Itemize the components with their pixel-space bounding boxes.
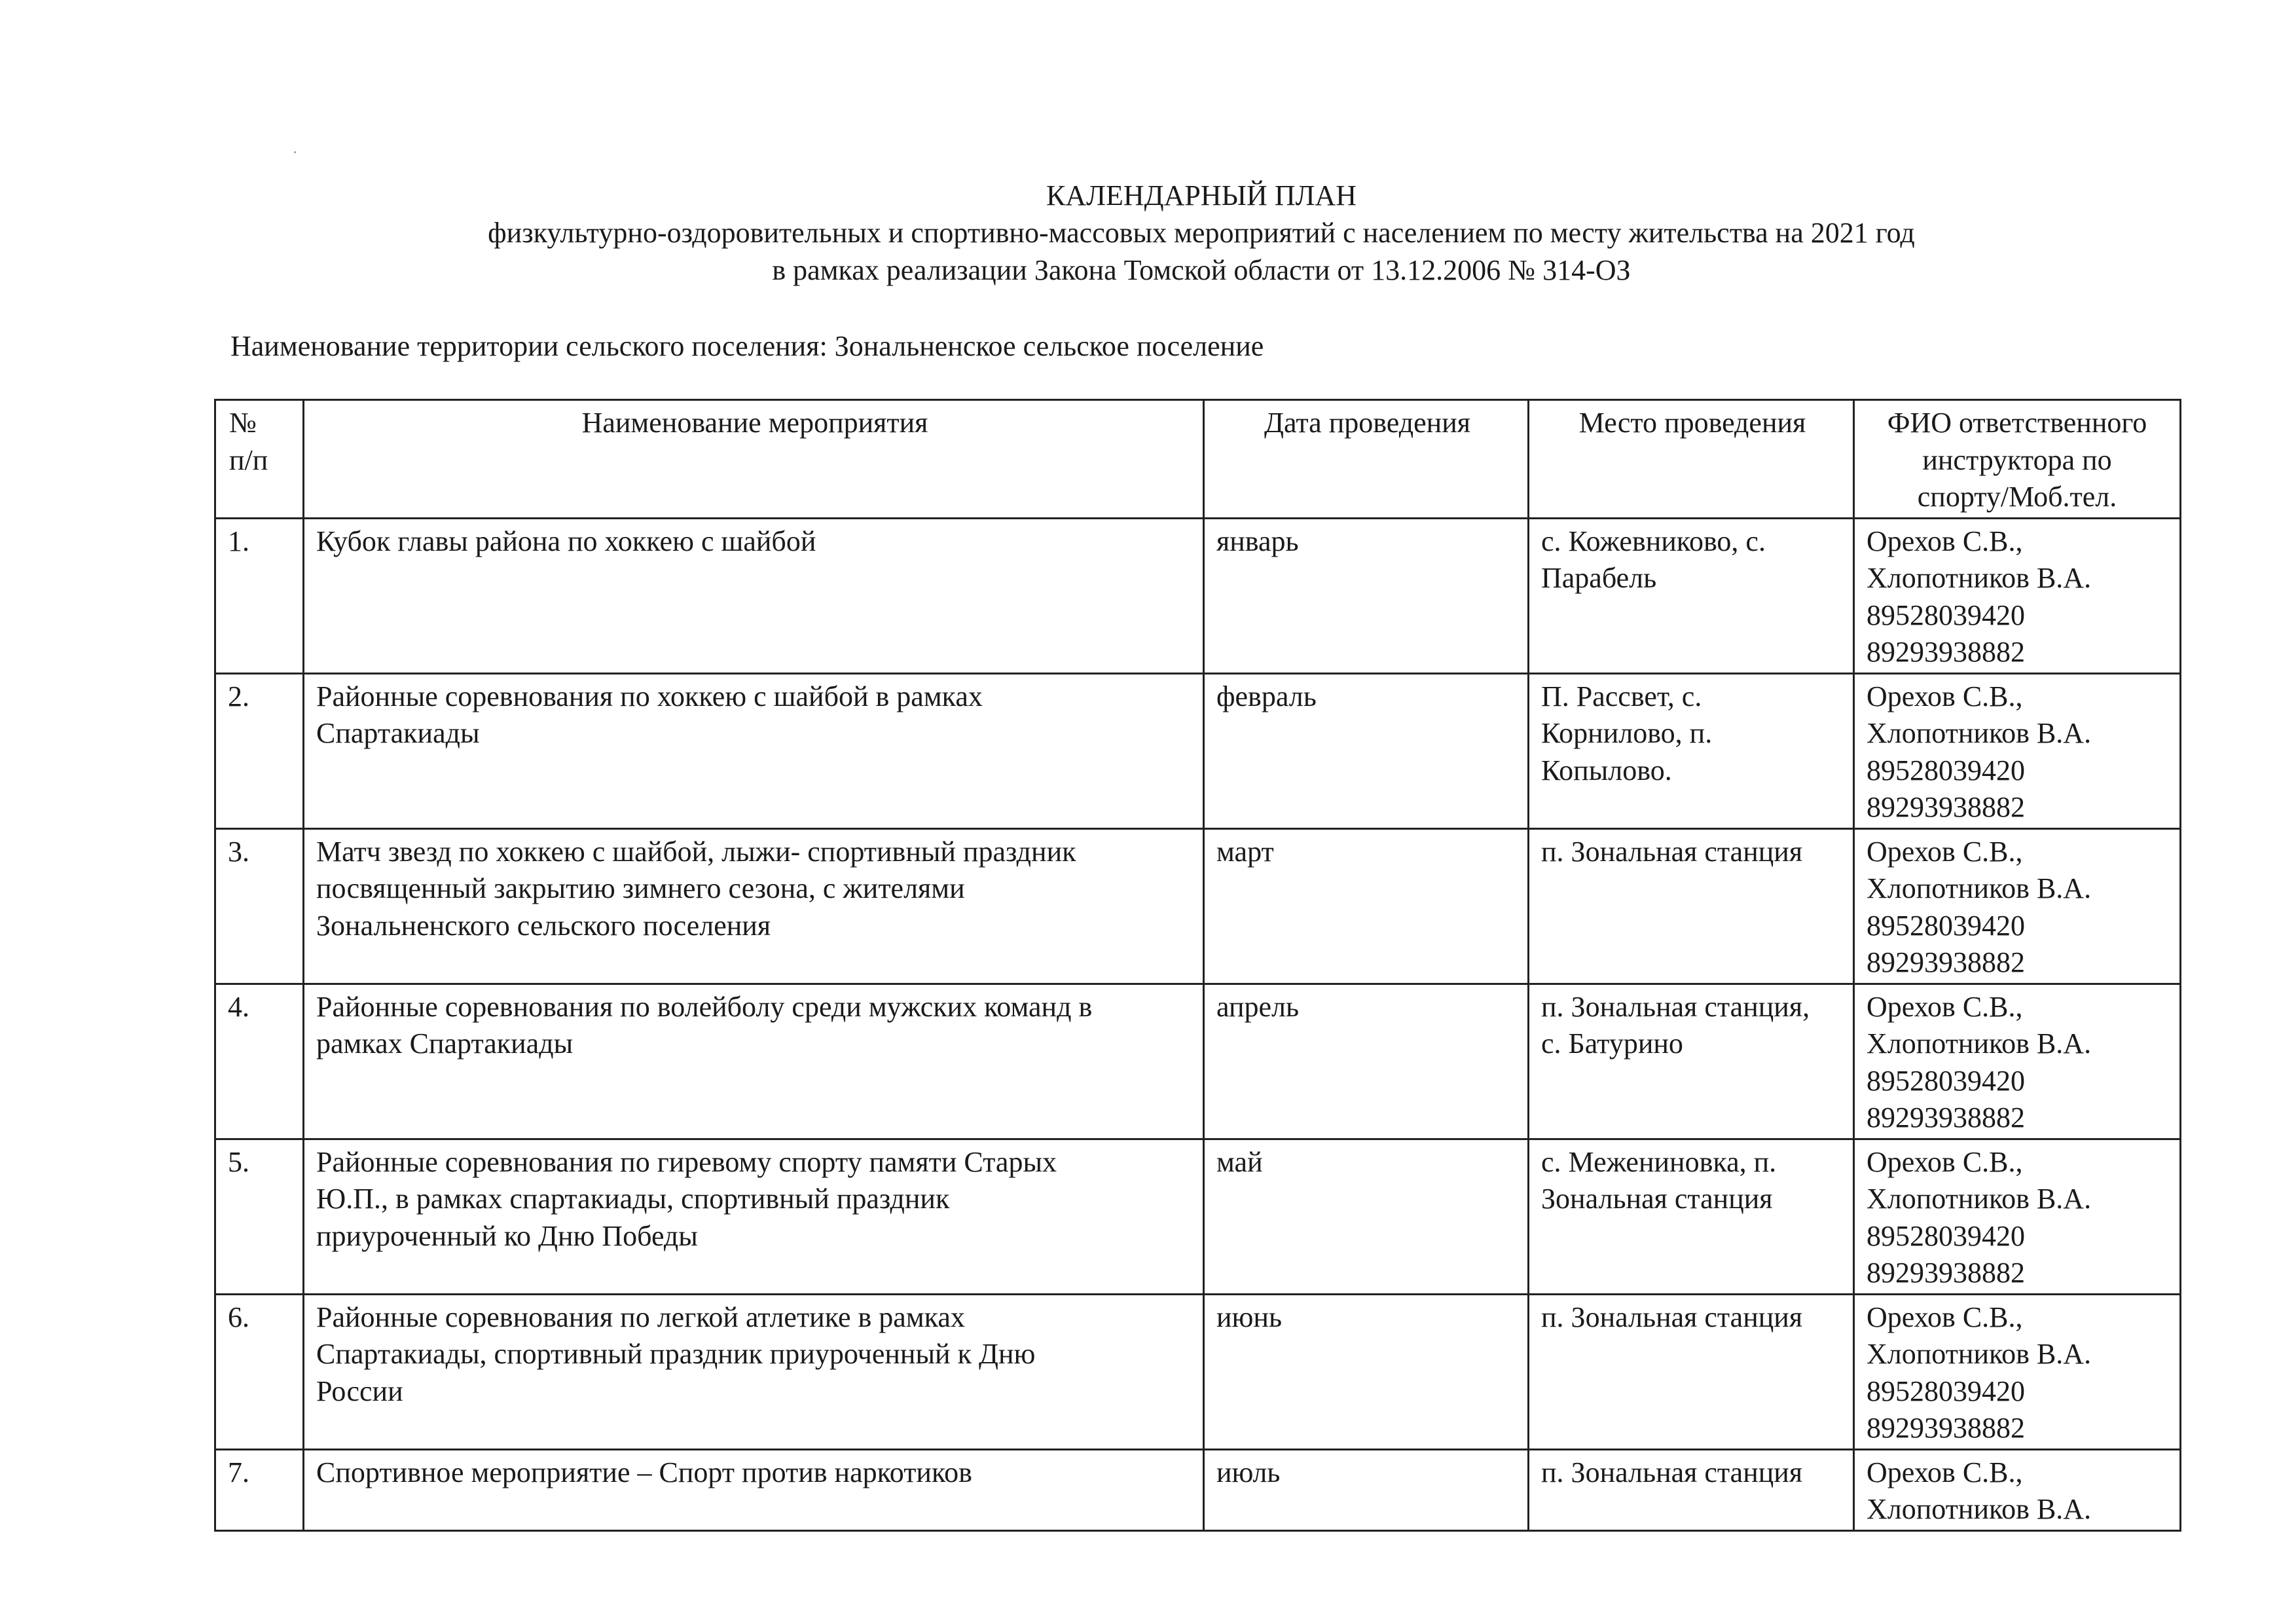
table-row bbox=[215, 1139, 2181, 1294]
event-line: России bbox=[316, 1375, 403, 1407]
row-number: 5. bbox=[215, 1139, 304, 1294]
event-line: Районные соревнования по хоккею с шайбой в рамках bbox=[316, 680, 983, 712]
table-header-row bbox=[215, 400, 2181, 519]
row-date: февраль bbox=[1204, 673, 1529, 828]
header-instructor-line: спорту/Моб.тел. bbox=[1917, 481, 2117, 513]
document-header bbox=[0, 177, 2296, 289]
instructor-line: Орехов С.В., bbox=[1867, 835, 2023, 868]
header-instructor bbox=[1854, 400, 2181, 519]
instructor-phone: 89293938882 bbox=[1867, 946, 2025, 978]
document-title: КАЛЕНДАРНЫЙ ПЛАН bbox=[1046, 179, 1357, 212]
header-instructor-line: инструктора по bbox=[1922, 443, 2112, 476]
row-date: май bbox=[1204, 1139, 1529, 1294]
row-place bbox=[1529, 984, 1854, 1139]
header-date: Дата проведения bbox=[1204, 400, 1529, 519]
row-place bbox=[1529, 673, 1854, 828]
instructor-line: Орехов С.В., bbox=[1867, 525, 2023, 557]
event-line: Матч звезд по хоккею с шайбой, лыжи- спортивный праздник bbox=[316, 835, 1076, 868]
row-number: 7. bbox=[215, 1449, 304, 1530]
row-event bbox=[304, 1449, 1204, 1530]
row-event bbox=[304, 518, 1204, 673]
instructor-line: Хлопотников В.А. bbox=[1867, 872, 2092, 904]
instructor-phone: 89293938882 bbox=[1867, 791, 2025, 823]
row-instructor bbox=[1854, 1139, 2181, 1294]
row-instructor bbox=[1854, 984, 2181, 1139]
scan-speck bbox=[294, 151, 296, 153]
row-event bbox=[304, 1294, 1204, 1449]
place-line: Парабель bbox=[1541, 562, 1657, 594]
row-place bbox=[1529, 1139, 1854, 1294]
instructor-phone: 89528039420 bbox=[1867, 754, 2025, 786]
instructor-phone: 89528039420 bbox=[1867, 909, 2025, 942]
header-instructor-line: ФИО ответственного bbox=[1887, 407, 2147, 439]
row-date: апрель bbox=[1204, 984, 1529, 1139]
place-line: с. Кожевниково, с. bbox=[1541, 525, 1766, 557]
document-subtitle-line-1: физкультурно-оздоровительных и спортивно-массовых мероприятий с населением по месту жительства на 2021 год bbox=[488, 217, 1915, 249]
event-line: Спартакиады, спортивный праздник приуроченный к Дню bbox=[316, 1338, 1036, 1370]
row-event bbox=[304, 1139, 1204, 1294]
instructor-line: Орехов С.В., bbox=[1867, 1301, 2023, 1333]
row-number: 1. bbox=[215, 518, 304, 673]
place-line: с. Межениновка, п. bbox=[1541, 1145, 1777, 1178]
instructor-phone: 89293938882 bbox=[1867, 1101, 2025, 1134]
row-date: март bbox=[1204, 828, 1529, 984]
instructor-line: Орехов С.В., bbox=[1867, 990, 2023, 1023]
territory-line: Наименование территории сельского поселения: Зональненское сельское поселение bbox=[230, 330, 1264, 362]
event-line: Районные соревнования по волейболу среди мужских команд в bbox=[316, 990, 1093, 1023]
event-line: приуроченный ко Дню Победы bbox=[316, 1219, 698, 1252]
place-line: П. Рассвет, с. bbox=[1541, 680, 1702, 712]
instructor-line: Орехов С.В., bbox=[1867, 1145, 2023, 1178]
instructor-line: Орехов С.В., bbox=[1867, 680, 2023, 712]
place-line: п. Зональная станция bbox=[1541, 1456, 1803, 1488]
header-number-line: № bbox=[229, 407, 257, 439]
place-line: Зональная станция bbox=[1541, 1183, 1773, 1215]
row-event bbox=[304, 673, 1204, 828]
instructor-phone: 89528039420 bbox=[1867, 1375, 2025, 1407]
row-number: 2. bbox=[215, 673, 304, 828]
instructor-line: Хлопотников В.А. bbox=[1867, 717, 2092, 749]
row-date: январь bbox=[1204, 518, 1529, 673]
table-row bbox=[215, 673, 2181, 828]
header-number bbox=[215, 400, 304, 519]
table-row bbox=[215, 1294, 2181, 1449]
document-subtitle-line-2: в рамках реализации Закона Томской области от 13.12.2006 № 314-ОЗ bbox=[772, 254, 1631, 286]
row-instructor bbox=[1854, 1449, 2181, 1530]
event-line: Районные соревнования по гиревому спорту памяти Старых bbox=[316, 1145, 1057, 1178]
row-number: 3. bbox=[215, 828, 304, 984]
header-number-line: п/п bbox=[229, 443, 268, 476]
table-row bbox=[215, 984, 2181, 1139]
place-line: Копылово. bbox=[1541, 754, 1672, 786]
instructor-phone: 89528039420 bbox=[1867, 599, 2025, 631]
event-line: рамках Спартакиады bbox=[316, 1027, 574, 1060]
event-line: Спортивное мероприятие – Спорт против наркотиков bbox=[316, 1456, 972, 1488]
place-line: п. Зональная станция bbox=[1541, 835, 1803, 868]
row-place bbox=[1529, 828, 1854, 984]
place-line: с. Батурино bbox=[1541, 1027, 1683, 1060]
row-instructor bbox=[1854, 518, 2181, 673]
place-line: Корнилово, п. bbox=[1541, 717, 1713, 749]
events-table bbox=[214, 399, 2181, 1532]
place-line: п. Зональная станция, bbox=[1541, 990, 1810, 1023]
instructor-line: Хлопотников В.А. bbox=[1867, 1338, 2092, 1370]
row-instructor bbox=[1854, 1294, 2181, 1449]
event-line: посвященный закрытию зимнего сезона, с жителями bbox=[316, 872, 965, 904]
header-place: Место проведения bbox=[1529, 400, 1854, 519]
event-line: Кубок главы района по хоккею с шайбой bbox=[316, 525, 816, 557]
table-row bbox=[215, 518, 2181, 673]
event-line: Спартакиады bbox=[316, 717, 480, 749]
instructor-line: Хлопотников В.А. bbox=[1867, 562, 2092, 594]
table-row bbox=[215, 828, 2181, 984]
header-event-name: Наименование мероприятия bbox=[304, 400, 1204, 519]
row-number: 6. bbox=[215, 1294, 304, 1449]
instructor-phone: 89293938882 bbox=[1867, 1412, 2025, 1444]
instructor-line: Хлопотников В.А. bbox=[1867, 1183, 2092, 1215]
event-line: Ю.П., в рамках спартакиады, спортивный праздник bbox=[316, 1183, 950, 1215]
row-place bbox=[1529, 1294, 1854, 1449]
instructor-phone: 89528039420 bbox=[1867, 1064, 2025, 1097]
row-instructor bbox=[1854, 828, 2181, 984]
place-line: п. Зональная станция bbox=[1541, 1301, 1803, 1333]
row-date: июль bbox=[1204, 1449, 1529, 1530]
instructor-line: Хлопотников В.А. bbox=[1867, 1027, 2092, 1060]
event-line: Зональненского сельского поселения bbox=[316, 909, 771, 942]
row-number: 4. bbox=[215, 984, 304, 1139]
row-instructor bbox=[1854, 673, 2181, 828]
row-place bbox=[1529, 518, 1854, 673]
row-event bbox=[304, 984, 1204, 1139]
instructor-line: Орехов С.В., bbox=[1867, 1456, 2023, 1488]
instructor-line: Хлопотников В.А. bbox=[1867, 1493, 2092, 1525]
row-date: июнь bbox=[1204, 1294, 1529, 1449]
instructor-phone: 89528039420 bbox=[1867, 1219, 2025, 1252]
table-row bbox=[215, 1449, 2181, 1530]
event-line: Районные соревнования по легкой атлетике в рамках bbox=[316, 1301, 965, 1333]
row-event bbox=[304, 828, 1204, 984]
instructor-phone: 89293938882 bbox=[1867, 1257, 2025, 1289]
row-place bbox=[1529, 1449, 1854, 1530]
instructor-phone: 89293938882 bbox=[1867, 636, 2025, 668]
